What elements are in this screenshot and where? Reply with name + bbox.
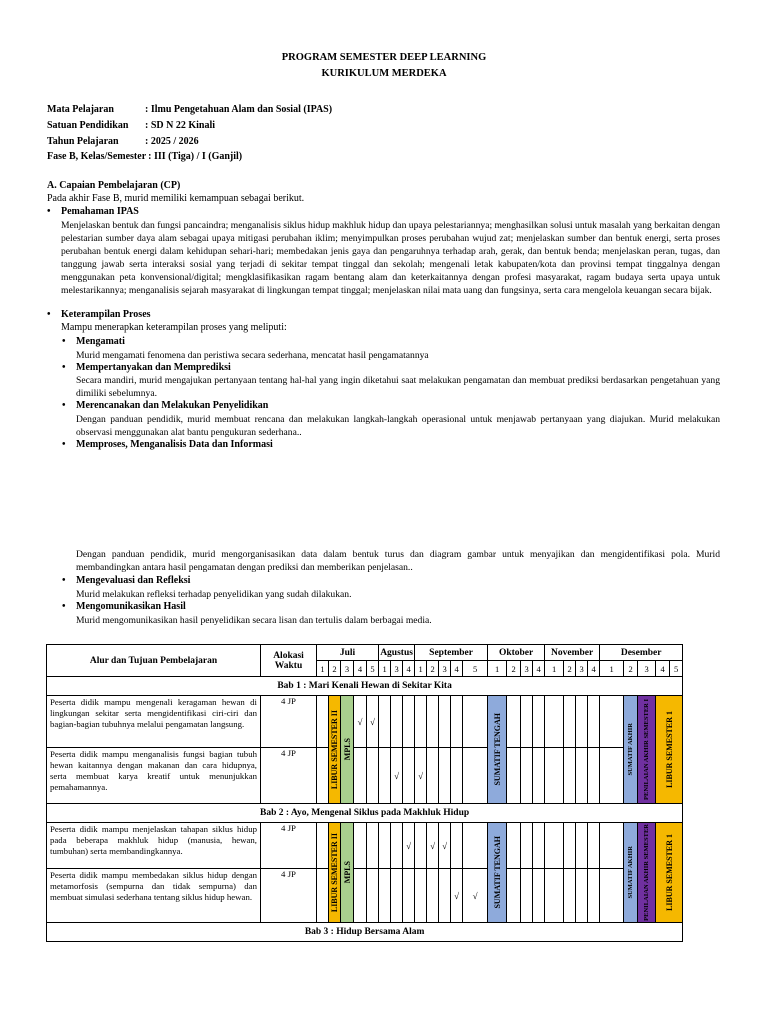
mpls-label: MPLS (342, 861, 352, 884)
week-cell: 4 (354, 661, 367, 677)
tp-jp: 4 JP (261, 823, 317, 869)
libur-semester-1-cell (656, 823, 683, 923)
sub-text: Murid mengomunikasikan hasil penyelidikan secara lisan dan tertulis dalam berbagai media. (76, 615, 432, 626)
keterampilan-title: • Keterampilan Proses (61, 309, 151, 320)
week-cell: 1 (600, 661, 624, 677)
week-cell: 3 (638, 661, 656, 677)
month-header: Oktober (488, 645, 545, 661)
info-satuan (47, 120, 215, 131)
tp-description: Peserta didik mampu membedakan siklus hidup dengan metamorfosis (sempurna dan tidak sempurna) dan membuat simulasi sederhana tentang siklus hidup hewan. (47, 869, 261, 923)
week-cell: 5 (670, 661, 683, 677)
sub-text: Secara mandiri, murid mengajukan pertanyaan tentang hal-hal yang ingin diketahui saat melakukan pengamatan dan membuat prediksi berdasarkan pengetahuan yang dimiliki sebelumnya. (76, 375, 720, 399)
week-cell: 5 (463, 661, 488, 677)
info-fase (47, 151, 242, 162)
check-mark: √ (451, 869, 463, 923)
sumatif-akhir-label: SUMATIF AKHIR (627, 846, 635, 899)
penilaian-akhir-cell (638, 823, 656, 923)
week-cell: 4 (451, 661, 463, 677)
info-value: : Ilmu Pengetahuan Alam dan Sosial (IPAS) (145, 104, 333, 115)
mpls-cell (341, 696, 354, 804)
info-key: Satuan Pendidikan (47, 120, 129, 131)
libur-label: LIBUR SEMESTER II (330, 709, 339, 790)
month-header: Desember (600, 645, 683, 661)
week-cell: 2 (507, 661, 521, 677)
week-cell: 1 (317, 661, 329, 677)
sumatif-tengah-cell (488, 696, 507, 804)
sub-title: • Mengomunikasikan Hasil (76, 601, 186, 612)
sumatif-tengah-label: SUMATIF TENGAH (492, 836, 502, 909)
pemahaman-title: • Pemahaman IPAS (61, 206, 139, 217)
month-header: September (415, 645, 488, 661)
sub-title: • Mempertanyakan dan Memprediksi (76, 362, 231, 373)
week-cell: 3 (576, 661, 588, 677)
week-cell: 2 (624, 661, 638, 677)
page-title: PROGRAM SEMESTER DEEP LEARNING (281, 52, 487, 63)
bab-title: Bab 1 : Mari Kenali Hewan di Sekitar Kita (47, 677, 683, 696)
sub-title: • Merencanakan dan Melakukan Penyelidikan (76, 400, 268, 411)
bab-title: Bab 2 : Ayo, Mengenal Siklus pada Makhluk Hidup (47, 804, 683, 823)
sumatif-akhir-cell (624, 696, 638, 804)
info-value: : 2025 / 2026 (145, 136, 199, 147)
col-alokasi-header: Alokasi Waktu (261, 645, 317, 677)
sumatif-tengah-cell (488, 823, 507, 923)
sumatif-tengah-label: SUMATIF TENGAH (492, 713, 502, 786)
sub-title: • Mengevaluasi dan Refleksi (76, 575, 190, 586)
check-mark: √ (403, 823, 415, 869)
week-cell: 1 (379, 661, 391, 677)
check-mark: √ (354, 696, 367, 748)
col-alur-header: Alur dan Tujuan Pembelajaran (47, 645, 261, 677)
info-key: Mata Pelajaran (47, 104, 114, 115)
check-mark: √ (415, 748, 427, 804)
cp-intro: Pada akhir Fase B, murid memiliki kemampuan sebagai berikut. (47, 193, 305, 204)
week-cell: 3 (391, 661, 403, 677)
libur-label: LIBUR SEMESTER 1 (664, 711, 674, 788)
week-cell: 2 (329, 661, 341, 677)
keterampilan-intro: Mampu menerapkan keterampilan proses yang meliputi: (61, 322, 287, 333)
week-cell: 4 (656, 661, 670, 677)
info-value: : SD N 22 Kinali (145, 120, 216, 131)
penilaian-label: PENILAIAN AKHIR SEMESTER I (643, 699, 651, 800)
tp-jp: 4 JP (261, 748, 317, 804)
info-key: Tahun Pelajaran (47, 136, 119, 147)
week-cell: 3 (521, 661, 533, 677)
cp-heading: A. Capaian Pembelajaran (CP) (47, 180, 181, 191)
week-cell: 2 (564, 661, 576, 677)
program-semester-table (46, 644, 683, 942)
sub-text: Dengan panduan pendidik, murid membuat rencana dan melakukan langkah-langkah operasional untuk menjawab pertanyaan yang diajukan. Murid melakukan observasi menggunakan alat bantu pengukuran sederhana.. (76, 414, 720, 438)
week-cell: 4 (403, 661, 415, 677)
week-cell: 3 (439, 661, 451, 677)
week-cell: 1 (488, 661, 507, 677)
check-mark: √ (427, 823, 439, 869)
bab-title: Bab 3 : Hidup Bersama Alam (47, 923, 683, 942)
tp-description: Peserta didik mampu mengenali keragaman hewan di lingkungan sekitar serta mengidentifikasi ciri-ciri dan bagian-bagian tubuhnya melalui pengamatan langsung. (47, 696, 261, 748)
week-cell: 2 (427, 661, 439, 677)
sumatif-akhir-label: SUMATIF AKHIR (627, 723, 635, 776)
check-mark: √ (463, 869, 488, 923)
info-value: : III (Tiga) / I (Ganjil) (148, 151, 243, 162)
mpls-cell (341, 823, 354, 923)
mpls-label: MPLS (342, 738, 352, 761)
week-cell: 4 (533, 661, 545, 677)
week-cell: 1 (545, 661, 564, 677)
sumatif-akhir-cell (624, 823, 638, 923)
sub-text: Murid melakukan refleksi terhadap penyelidikan yang sudah dilakukan. (76, 589, 352, 600)
month-header: Juli (317, 645, 379, 661)
sub-text: Dengan panduan pendidik, murid mengorganisasikan data dalam bentuk turus dan diagram gambar untuk menyajikan dan mengidentifikasi pola. Murid membandingkan antara hasil pengamatan dengan prediksi dan memberikan penjelasan.. (76, 549, 720, 573)
tp-jp: 4 JP (261, 696, 317, 748)
week-cell: 5 (367, 661, 379, 677)
penilaian-akhir-cell (638, 696, 656, 804)
tp-description: Peserta didik mampu menganalisis fungsi bagian tubuh hewan kaitannya dengan makanan dan cara hidupnya, serta membuat karya kreatif untuk menunjukkan pemahamannya. (47, 748, 261, 804)
info-key: Fase B, Kelas/Semester (47, 151, 147, 162)
penilaian-label: PENILAIAN AKHIR SEMESTER (643, 824, 651, 921)
month-header: November (545, 645, 600, 661)
tp-jp: 4 JP (261, 869, 317, 923)
page-subtitle: KURIKULUM MERDEKA (321, 68, 447, 79)
tp-description: Peserta didik mampu menjelaskan tahapan siklus hidup pada beberapa makhluk hidup (manusia, hewan, tumbuhan) serta membandingkannya. (47, 823, 261, 869)
sub-title: • Memproses, Menganalisis Data dan Informasi (76, 439, 273, 450)
sub-title: • Mengamati (76, 336, 125, 347)
sub-text: Murid mengamati fenomena dan peristiwa secara sederhana, mencatat hasil pengamatannya (76, 350, 429, 361)
check-mark: √ (367, 696, 379, 748)
pemahaman-text: Menjelaskan bentuk dan fungsi pancaindra; menganalisis siklus hidup makhluk hidup dan upaya pelestariannya; menghasilkan solusi untuk masalah yang berkaitan dengan pelestarian sumber daya alam sebagai upaya mitigasi perubahan iklim; menyimpulkan proses perubahan wujud zat; menjelaskan sumber dan bentuk energi, serta proses perubahan bentuk energi dalam kehidupan sehari-hari; membedakan jenis gaya dan pengaruhnya terhadap arah, gerak, dan bentuk benda; menjelaskan peran, tugas, dan tanggung jawab serta interaksi sosial yang terjadi di sekitar tempat tinggal dan sekolah; mengenali letak kabupaten/kota dan provinsi tempat tinggalnya dengan menggunakan peta konvensional/digital; mengklasifikasikan ragam bentang alam dan keterkaitannya dengan profesi masyarakat, ragam budaya serta upaya untuk melestarikannya; menganalisis sejarah masyarakat di lingkungan tempat tinggal; menjelaskan nilai mata uang dan fungsinya, serta cara mengelola keuangan secara bijak. (61, 220, 720, 296)
info-tahun (47, 136, 199, 147)
check-mark: √ (391, 748, 403, 804)
info-mapel (47, 104, 332, 115)
libur-label: LIBUR SEMESTER 1 (664, 834, 674, 911)
libur-semester-2-cell (329, 823, 341, 923)
week-cell: 4 (588, 661, 600, 677)
libur-semester-2-cell (329, 696, 341, 804)
libur-semester-1-cell (656, 696, 683, 804)
check-mark: √ (439, 823, 451, 869)
week-cell: 1 (415, 661, 427, 677)
week-cell: 3 (341, 661, 354, 677)
libur-label: LIBUR SEMESTER II (330, 832, 339, 913)
month-header: Agustus (379, 645, 415, 661)
